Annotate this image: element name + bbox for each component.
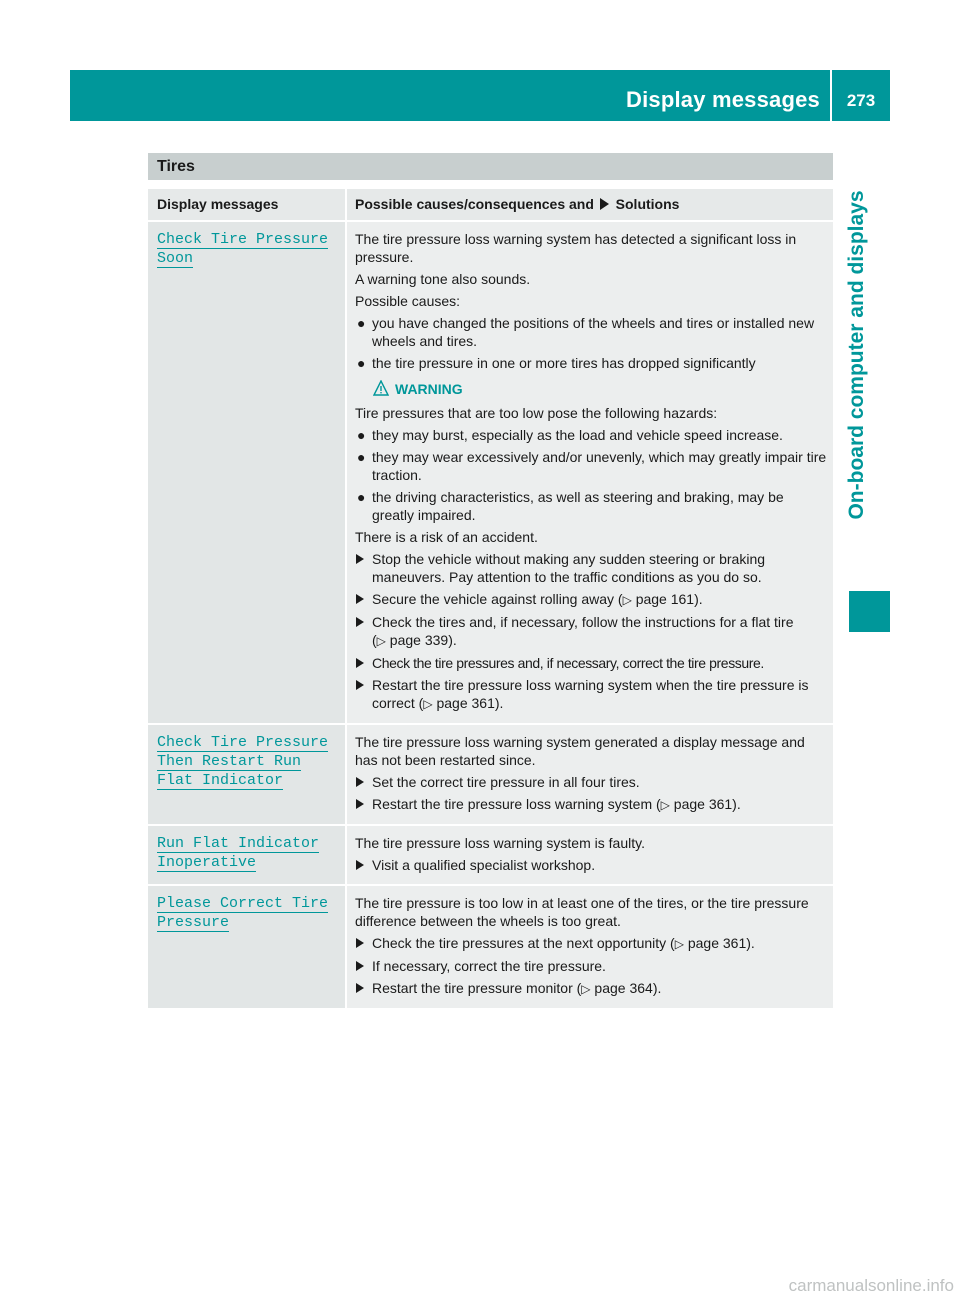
list-item — [355, 426, 827, 444]
page-reference-icon: ▷ — [660, 798, 670, 812]
table-row — [148, 724, 833, 825]
display-message-line: Please Correct Tire — [157, 895, 329, 912]
display-message-line: Check Tire Pressure — [157, 231, 329, 248]
watermark: carmanualsonline.info — [788, 1276, 954, 1295]
solution-step — [355, 773, 827, 791]
message-description — [346, 724, 833, 825]
bullet-icon: ● — [357, 315, 366, 331]
paragraph: A warning tone also sounds. — [355, 271, 531, 287]
list-item — [355, 448, 827, 484]
solution-step — [355, 934, 827, 953]
bullet-icon: ● — [357, 355, 366, 371]
display-message — [148, 724, 346, 825]
display-message-line: Pressure — [157, 914, 230, 931]
header-title: Display messages — [626, 87, 820, 112]
table-row — [148, 825, 833, 885]
page-reference[interactable]: page 361). — [687, 935, 755, 951]
page-reference-icon: ▷ — [581, 982, 591, 996]
bullet-icon: ● — [357, 449, 366, 465]
list-item — [355, 488, 827, 524]
page-reference[interactable]: page 339). — [389, 632, 457, 648]
step-text: Check the tire pressures at the next opportunity ( — [372, 935, 675, 951]
column-header-solutions-text: Solutions — [615, 196, 680, 212]
paragraph: Possible causes: — [355, 293, 461, 309]
page-reference[interactable]: page 161). — [635, 591, 703, 607]
step-text: Check the tire pressures and, if necessary, correct the tire pressure. — [372, 655, 764, 671]
solution-step — [355, 654, 827, 672]
list-item-text: the tire pressure in one or more tires has dropped significantly — [372, 355, 756, 371]
list-item-text: they may burst, especially as the load and vehicle speed increase. — [372, 427, 783, 443]
warning-triangle-icon — [373, 380, 389, 396]
solution-step — [355, 676, 827, 713]
page-header — [70, 70, 890, 121]
paragraph: The tire pressure loss warning system generated a display message and has not been restarted since. — [355, 734, 805, 768]
display-message — [148, 885, 346, 1008]
display-message-line: Soon — [157, 250, 194, 267]
section-header — [148, 153, 833, 180]
arrow-icon — [600, 198, 609, 210]
solution-step — [355, 957, 827, 975]
step-text: Stop the vehicle without making any sudden steering or braking maneuvers. Pay attention to the traffic conditions as you do so. — [372, 551, 766, 585]
message-description — [346, 221, 833, 724]
column-header-messages: Display messages — [148, 189, 346, 221]
page-reference-icon: ▷ — [423, 697, 433, 711]
table-row — [148, 885, 833, 1008]
step-text: Secure the vehicle against rolling away ( — [372, 591, 623, 607]
paragraph: There is a risk of an accident. — [355, 529, 538, 545]
step-text: Restart the tire pressure loss warning system when the tire pressure is correct ( — [372, 677, 809, 711]
list-item — [355, 314, 827, 350]
step-text: If necessary, correct the tire pressure. — [372, 958, 606, 974]
paragraph: The tire pressure is too low in at least one of the tires, or the tire pressure difference between the wheels is too great. — [355, 895, 809, 929]
display-message — [148, 221, 346, 724]
display-message-line: Then Restart Run — [157, 753, 302, 770]
table-row — [148, 221, 833, 724]
arrow-icon — [356, 938, 364, 948]
arrow-icon — [356, 860, 364, 870]
paragraph: The tire pressure loss warning system has detected a significant loss in pressure. — [355, 231, 797, 265]
list-item — [355, 354, 827, 372]
page-reference-icon: ▷ — [674, 937, 684, 951]
paragraph: The tire pressure loss warning system is faulty. — [355, 835, 645, 851]
side-tab-marker — [849, 591, 890, 632]
step-text: Restart the tire pressure monitor ( — [372, 980, 582, 996]
paragraph: Tire pressures that are too low pose the following hazards: — [355, 405, 718, 421]
solution-step — [355, 795, 827, 814]
column-header-solutions — [346, 189, 833, 221]
arrow-icon — [356, 983, 364, 993]
list-item-text: you have changed the positions of the wheels and tires or installed new wheels and tires. — [372, 315, 815, 349]
display-message-line: Check Tire Pressure — [157, 734, 329, 751]
page-reference-icon: ▷ — [376, 634, 386, 648]
bullet-icon: ● — [357, 427, 366, 443]
step-text: Visit a qualified specialist workshop. — [372, 857, 596, 873]
section-title: Tires — [157, 158, 195, 175]
arrow-icon — [356, 799, 364, 809]
display-message-line: Run Flat Indicator — [157, 835, 320, 852]
page-number: 273 — [846, 91, 876, 110]
bullet-icon: ● — [357, 489, 366, 505]
arrow-icon — [356, 680, 364, 690]
display-message-line: Flat Indicator — [157, 772, 284, 789]
solution-step — [355, 613, 827, 650]
message-description — [346, 885, 833, 1008]
solution-step — [355, 979, 827, 998]
step-text: Set the correct tire pressure in all four tires. — [372, 774, 640, 790]
warning-label: WARNING — [395, 381, 463, 397]
arrow-icon — [356, 961, 364, 971]
page-reference-icon: ▷ — [622, 593, 632, 607]
solution-step — [355, 550, 827, 586]
page-reference[interactable]: page 361). — [436, 695, 504, 711]
step-text: Restart the tire pressure loss warning system ( — [372, 796, 661, 812]
page-reference[interactable]: page 361). — [673, 796, 741, 812]
list-item-text: they may wear excessively and/or unevenly, which may greatly impair tire traction. — [372, 449, 827, 483]
step-text: Check the tires and, if necessary, follow the instructions for a flat tire ( — [372, 614, 794, 648]
display-message — [148, 825, 346, 885]
arrow-icon — [356, 658, 364, 668]
arrow-icon — [356, 777, 364, 787]
message-description — [346, 825, 833, 885]
list-item-text: the driving characteristics, as well as steering and braking, may be greatly impaired. — [372, 489, 784, 523]
warning-heading — [373, 380, 827, 398]
side-tab-label: On-board computer and displays — [845, 190, 868, 520]
arrow-icon — [356, 554, 364, 564]
solution-step — [355, 590, 827, 609]
solution-step — [355, 856, 827, 874]
display-message-line: Inoperative — [157, 854, 257, 871]
display-messages-table — [148, 189, 833, 1008]
page-reference[interactable]: page 364). — [594, 980, 662, 996]
arrow-icon — [356, 594, 364, 604]
column-header-causes-text: Possible causes/consequences and — [355, 196, 594, 212]
arrow-icon — [356, 617, 364, 627]
